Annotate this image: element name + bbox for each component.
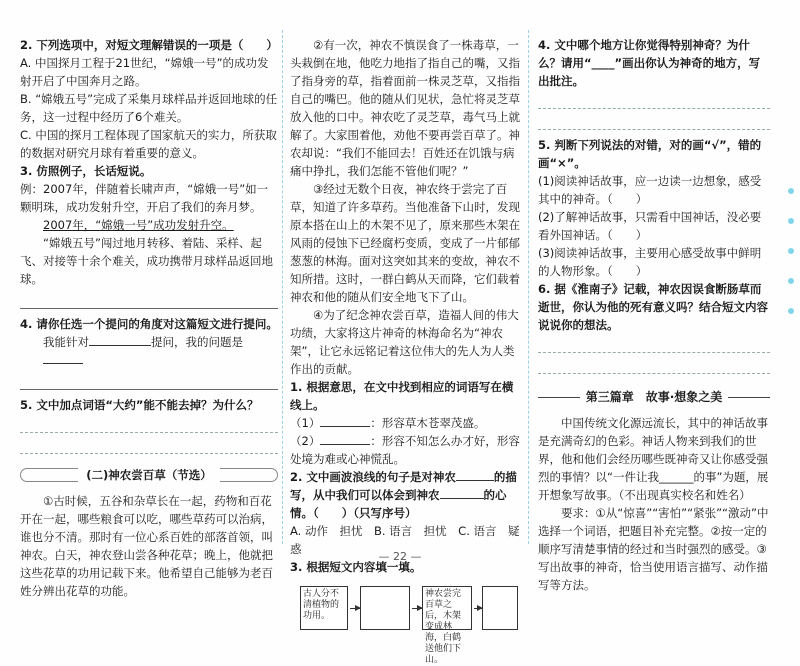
fill-blank[interactable] [89, 345, 151, 346]
margin-dot-icon [788, 188, 794, 194]
section-title: (二)神农尝百草（节选） [20, 464, 278, 486]
margin-dot-icon [788, 278, 794, 284]
fill-text-b: 提问，我的问题是 [151, 335, 243, 349]
answer-line[interactable] [20, 439, 278, 454]
question-1-item-2: （2） ：形容不知怎么办才好，形容处境为难或心神慌乱。 [290, 434, 520, 466]
flow-box-3: 神农尝完百草之后，木架变成林海，白鹤送他们下山。 [422, 586, 472, 630]
question-2-stem: 2. 下列选项中，对短文理解错误的一项是（ ） [20, 38, 278, 52]
answer-line[interactable] [538, 338, 770, 353]
example-long: 例：2007年，伴随着长啸声声，“嫦娥一号”如一颗明珠，成功发射升空，开启了我们的奔月梦。 [20, 182, 269, 214]
question-2-options: A. 动作 担忧 B. 语言 担忧 C. 语言 疑惑 [290, 524, 520, 556]
fill-blank[interactable] [43, 363, 83, 364]
answer-line[interactable] [538, 359, 770, 374]
margin-dot-icon [788, 308, 794, 314]
answer-line[interactable] [20, 294, 278, 309]
question-3-stem: 3. 仿照例子，长话短说。 [20, 164, 152, 178]
writing-requirements: 要求：①从“惊喜”“害怕”“紧张”“激动”中选择一个词语，把题目补充完整。②按一定的顺序写清楚事情的经过和当时强烈的感受。③写出故事的神奇，恰当使用语言描写、动作描写等方法。 [538, 506, 769, 592]
answer-line[interactable] [538, 94, 770, 109]
chapter-title: 第三篇章 故事·想象之美 [538, 386, 770, 408]
writing-intro: 中国传统文化源远流长，其中的神话故事是充满奇幻的色彩。神话人物来到我们的世界，他和他们会经历哪些既神奇又让你感受强烈的事情？以“一件让我______的事”为题，展开想象写故事。（不出现真实校名和姓名） [538, 416, 769, 502]
example-short: 2007年，“嫦娥一号”成功发射升空。 [43, 218, 234, 232]
column-left [20, 36, 278, 600]
fill-blank[interactable] [320, 444, 370, 445]
fill-blank[interactable] [440, 498, 484, 499]
question-5-stem: 5. 文中加点词语“大约”能不能去掉？为什么？ [20, 398, 259, 412]
answer-line[interactable] [538, 115, 770, 130]
question-2-stem: 2. 文中画波浪线的句子是对神农 的描写，从中我们可以体会到神农 的心情。（ ）（只写序号） [290, 470, 517, 520]
column-right [538, 36, 770, 594]
question-6-stem: 6. 据《淮南子》记载，神农因误食断肠草而逝世，你认为他的死有意义吗？结合短文内容说说你的想法。 [538, 282, 768, 332]
paragraph-4: ④为了纪念神农尝百草，造福人间的伟大功绩，大家将这片神奇的林海命名为“神农架”，让它永远铭记着这位伟大的先人为人类作出的贡献。 [290, 308, 519, 376]
fill-blank[interactable] [456, 480, 494, 481]
arrow-icon [474, 608, 482, 609]
margin-dot-icon [788, 218, 794, 224]
question-4-stem: 4. 请你任选一个提问的角度对这篇短文进行提问。 [20, 317, 278, 331]
paragraph-3: ③经过无数个日夜，神农终于尝完了百草，知道了许多草药。当他准备下山时，发现原本搭在山上的木架不见了，原来那些木架在风雨的侵蚀下已经腐朽变质，变成了一片郁郁葱葱的林海。面对这突如其来的变故，神农不知所措。这时，一群白鹤从天而降，它们载着神农和他的随从们安全地飞下了山。 [290, 182, 520, 304]
judge-item-1: (1)阅读神话故事，应一边读一边想象，感受其中的神奇。（ ） [538, 174, 762, 206]
question-3-stem: 3. 根据短文内容填一填。 [290, 560, 422, 574]
answer-line[interactable] [20, 418, 278, 433]
flow-box-4[interactable] [482, 586, 518, 630]
arrow-icon [350, 608, 360, 609]
fill-text-a: 我能针对 [43, 335, 89, 349]
fill-blank[interactable] [320, 426, 370, 427]
question-3-body: “嫦娥五号”闯过地月转移、着陆、采样、起飞、对接等十余个难关，成功携带月球样品返回地球。 [20, 236, 273, 286]
column-divider [528, 30, 529, 544]
paragraph-2: ②有一次，神农不慎误食了一株毒草，一头栽倒在地，他吃力地指了指自己的嘴，又指了指身旁的草，指着面前一株灵芝草，又指指自己的嘴巴。他的随从们见状，急忙将灵芝草放入他的口中。神农吃了灵芝草，毒气马上就解了。大家围着他，劝他不要再尝百草了。神农却说：“我们不能回去！百姓还在饥饿与病痛中挣扎，我们怎能不管他们呢？” [290, 38, 520, 178]
flow-box-2[interactable] [360, 586, 410, 630]
question-4-stem: 4. 文中哪个地方让你觉得特别神奇？为什么？请用“____”画出你认为神奇的地方，写出批注。 [538, 38, 761, 88]
question-5-stem: 5. 判断下列说法的对错，对的画“√”，错的画“×”。 [538, 138, 762, 170]
margin-dot-icon [788, 248, 794, 254]
flow-chart [290, 576, 522, 665]
paragraph-1: ①古时候，五谷和杂草长在一起，药物和百花开在一起，哪些粮食可以吃，哪些草药可以治病，谁也分不清。那时有一位心系百姓的部落首领，叫神农。白天，神农登山尝各种花草；晚上，他就把这些花草的功用记载下来。他希望自己能够为老百姓分辨出花草的功能。 [20, 494, 273, 598]
judge-item-3: (3)阅读神话故事，主要用心感受故事中鲜明的人物形象。（ ） [538, 246, 762, 278]
arrow-icon [412, 608, 422, 609]
page-number: — 22 — [378, 550, 422, 563]
question-1-item-1: （1） ：形容草木苍翠茂盛。 [290, 416, 486, 430]
question-4-fill [20, 333, 278, 369]
judge-item-2: (2)了解神话故事，只需看中国神话，没必要看外国神话。（ ） [538, 210, 762, 242]
flow-box-1: 古人分不清植物的功用。 [300, 586, 348, 630]
option-a: A. 中国探月工程于21世纪，“嫦娥一号”的成功发射开启了中国奔月之路。 [20, 56, 269, 88]
option-b: B. “嫦娥五号”完成了采集月球样品并返回地球的任务，这一过程中经历了6个难关。 [20, 92, 278, 124]
column-divider [282, 30, 283, 544]
option-c: C. 中国的探月工程体现了国家航天的实力，所获取的数据对研究月球有着重要的意义。 [20, 128, 277, 160]
answer-line[interactable] [20, 375, 278, 390]
question-1-stem: 1. 根据意思，在文中找到相应的词语写在横线上。 [290, 380, 514, 412]
